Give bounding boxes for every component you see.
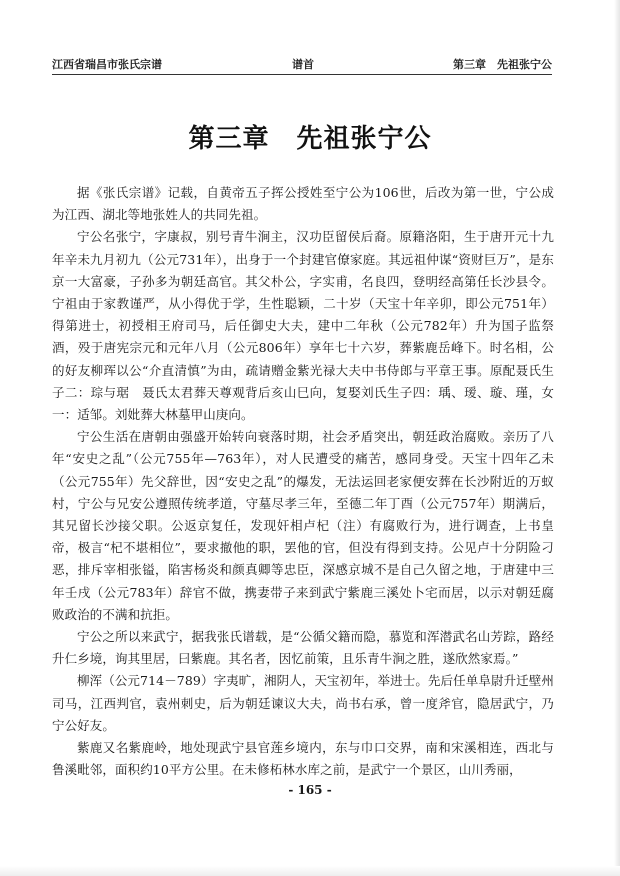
header-section: 谱首	[292, 58, 314, 71]
paragraph: 宁公之所以来武宁，据我张氏谱载，是“公循父籍而隐，慕览和浑潜武名山芳踪，路经升仁乡境，询其里居，曰紫鹿。其名者，因忆前策，且乐青牛涧之胜，遂欣然家焉。”	[52, 629, 554, 667]
paragraph: 宁公名张宁，字康叔，别号青牛涧主，汉功臣留侯后裔。原籍洛阳，生于唐开元十九年辛未九月初九（公元731年），出身于一个封建官僚家庭。其远祖仲谋“资财巨万”，是东京一大富豪，子孙多为朝廷高官。其父朴公，字实甫，名良四，登明经高第任长沙县令。宁祖由于家教谨严，从小得优于学，生性聪颖，二十岁（天宝十年辛卯，即公元751年）得第进士，初授相王府司马，后任御史大夫，建中二年秋（公元782年）升为国子监祭酒，殁于唐宪宗元和元年八月（公元806年）享年七十六岁，葬紫鹿岳峰下。时名相，公的好友柳珲以公“介直清慎”为由，疏请赠金紫光禄大夫中书侍郎与平章王事。原配聂氏生子二：琮与琚 聂氏太君葬天尊观背后亥山巳向，复娶刘氏生子四：瑀、瑷、璇、瑾，女一：适邹。刘妣葬大林墓甲山庚向。	[52, 229, 554, 423]
paragraph: 宁公生活在唐朝由强盛开始转向衰落时期，社会矛盾突出，朝廷政治腐败。亲历了八年“安史之乱”（公元755年—763年），对人民遭受的痛苦，感同身受。天宝十四年乙未（公元755年）先父辞世，因“安史之乱”的爆发，无法运回老家便安葬在长沙附近的万蚁村，宁公与兄安公遵照传统孝道，守墓尽孝三年，至德二年丁酉（公元757年）期满后，其兄留长沙接父职。公返京复任，发现奸相卢杞（注）有腐败行为，进行调查，上书皇帝，极言“杞不堪相位”，要求撤他的职，罢他的官，但没有得到支持。公见卢十分阴险刁恶，排斥宰相张镒，陷害杨炎和颜真卿等忠臣，深感京城不是自己久留之地，于唐建中三年壬戌（公元783年）辞官不做，携妻带子来到武宁紫鹿三溪处卜宅而居，以示对朝廷腐败政治的不满和抗拒。	[52, 429, 554, 622]
body-text	[52, 182, 554, 781]
header-chapter: 第三章 先祖张宁公	[453, 58, 552, 71]
page-number: - 165 -	[288, 783, 332, 797]
chapter-title: 第三章 先祖张宁公	[188, 124, 432, 154]
header-rule	[52, 74, 552, 75]
page-bottom-shadow	[0, 866, 620, 876]
paragraph: 紫鹿又名紫鹿岭，地处现武宁县官莲乡境内，东与巾口交界，南和宋溪相连，西北与鲁溪毗邻，面积约10平方公里。在未修柘林水库之前，是武宁一个景区，山川秀丽，	[52, 740, 554, 778]
running-header	[52, 56, 552, 74]
header-book-title: 江西省瑞昌市张氏宗谱	[52, 58, 162, 71]
paragraph: 据《张氏宗谱》记载，自黄帝五子挥公授姓至宁公为106世，后改为第一世，宁公成为江西、湖北等地张姓人的共同先祖。	[52, 185, 554, 223]
paragraph: 柳浑（公元714－789）字夷旷，湘阴人，天宝初年，举进士。先后任单阜尉升迁壁州司马，江西判官，袁州刺史，后为朝廷谏议大夫，尚书右承，曾一度斧官，隐居武宁，乃宁公好友。	[52, 673, 554, 733]
